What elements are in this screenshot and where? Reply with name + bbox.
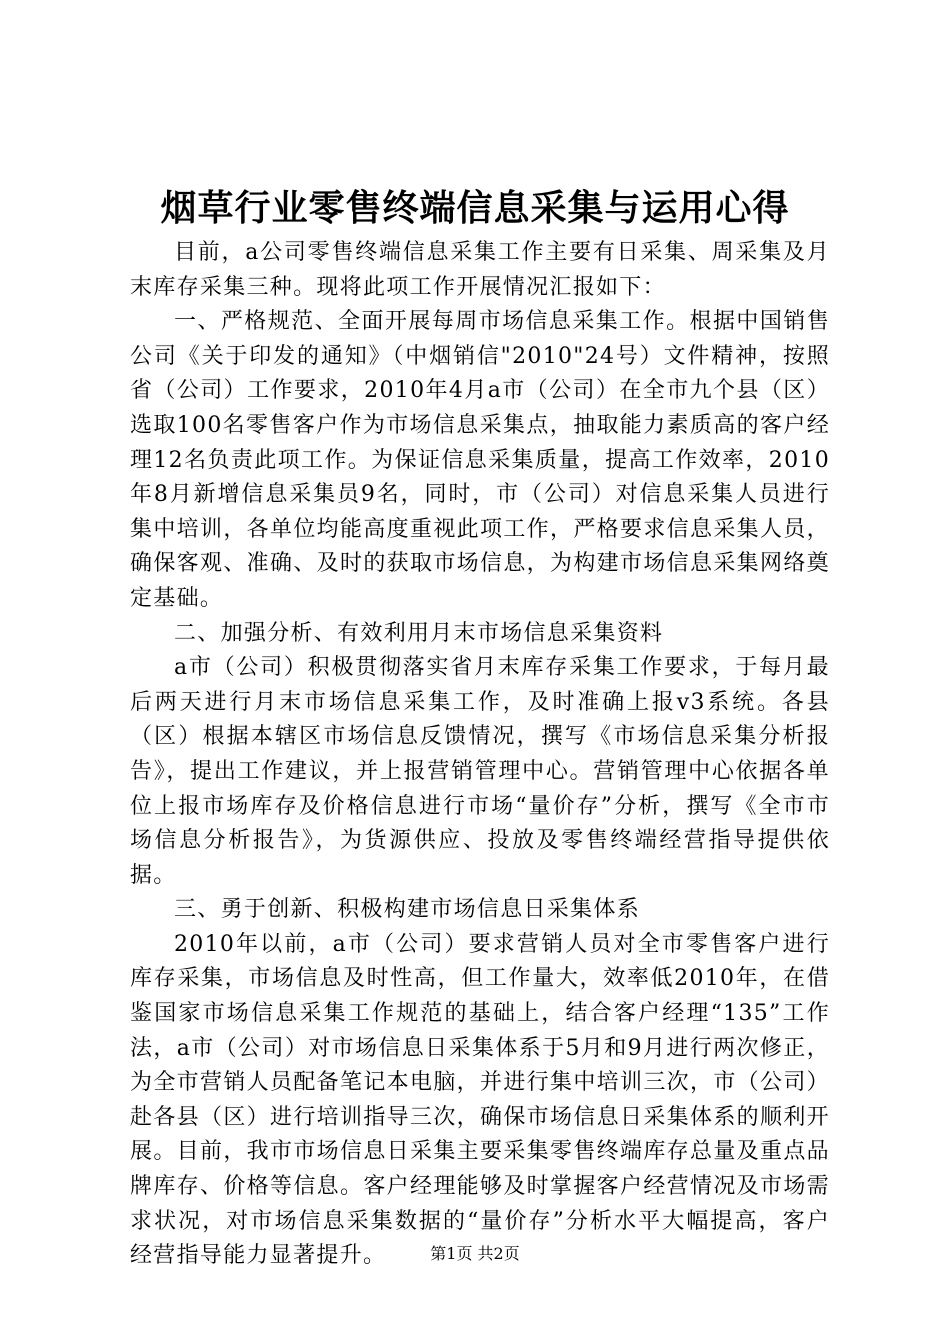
paragraph-section-1: 一、严格规范、全面开展每周市场信息采集工作。根据中国销售公司《关于印发的通知》（中烟销信"2010"24号）文件精神，按照省（公司）工作要求，2010年4月a市（公司）在全市九个县（区）选取100名零售客户作为市场信息采集点，抽取能力素质高的客户经理12名负责此项工作。为保证信息采集质量，提高工作效率，2010年8月新增信息采集员9名，同时，市（公司）对信息采集人员进行集中培训，各单位均能高度重视此项工作，严格要求信息采集人员，确保客观、准确、及时的获取市场信息，为构建市场信息采集网络奠定基础。 (130, 309, 830, 611)
section-heading-3: 三、勇于创新、积极构建市场信息日采集体系 (174, 897, 641, 923)
section-heading-2: 二、加强分析、有效利用月末市场信息采集资料 (174, 620, 664, 646)
page-title: 烟草行业零售终端信息采集与运用心得 (160, 187, 790, 229)
paragraph-section-3: 2010年以前，a市（公司）要求营销人员对全市零售客户进行库存采集，市场信息及时性高，但工作量大，效率低2010年，在借鉴国家市场信息采集工作规范的基础上，结合客户经理“135”工作法，a市（公司）对市场信息日采集体系于5月和9月进行两次修正，为全市营销人员配备笔记本电脑，并进行集中培训三次，市（公司）赴各县（区）进行培训指导三次，确保市场信息日采集体系的顺利开展。目前，我市市场信息日采集主要采集零售终端库存总量及重点品牌库存、价格等信息。客户经理能够及时掌握客户经营情况及市场需求状况，对市场信息采集数据的“量价存”分析水平大幅提高，客户经营指导能力显著提升。 (130, 931, 830, 1269)
paragraph-section-2: a市（公司）积极贯彻落实省月末库存采集工作要求，于每月最后两天进行月末市场信息采集工作，及时准确上报v3系统。各县（区）根据本辖区市场信息反馈情况，撰写《市场信息采集分析报告》，提出工作建议，并上报营销管理中心。营销管理中心依据各单位上报市场库存及价格信息进行市场“量价存”分析，撰写《全市市场信息分析报告》，为货源供应、投放及零售终端经营指导提供依据。 (130, 655, 830, 888)
document-body (130, 236, 830, 1274)
paragraph-intro: 目前，a公司零售终端信息采集工作主要有日采集、周采集及月末库存采集三种。现将此项工作开展情况汇报如下： (130, 240, 830, 300)
page-number: 第1页 共2页 (430, 1244, 520, 1263)
